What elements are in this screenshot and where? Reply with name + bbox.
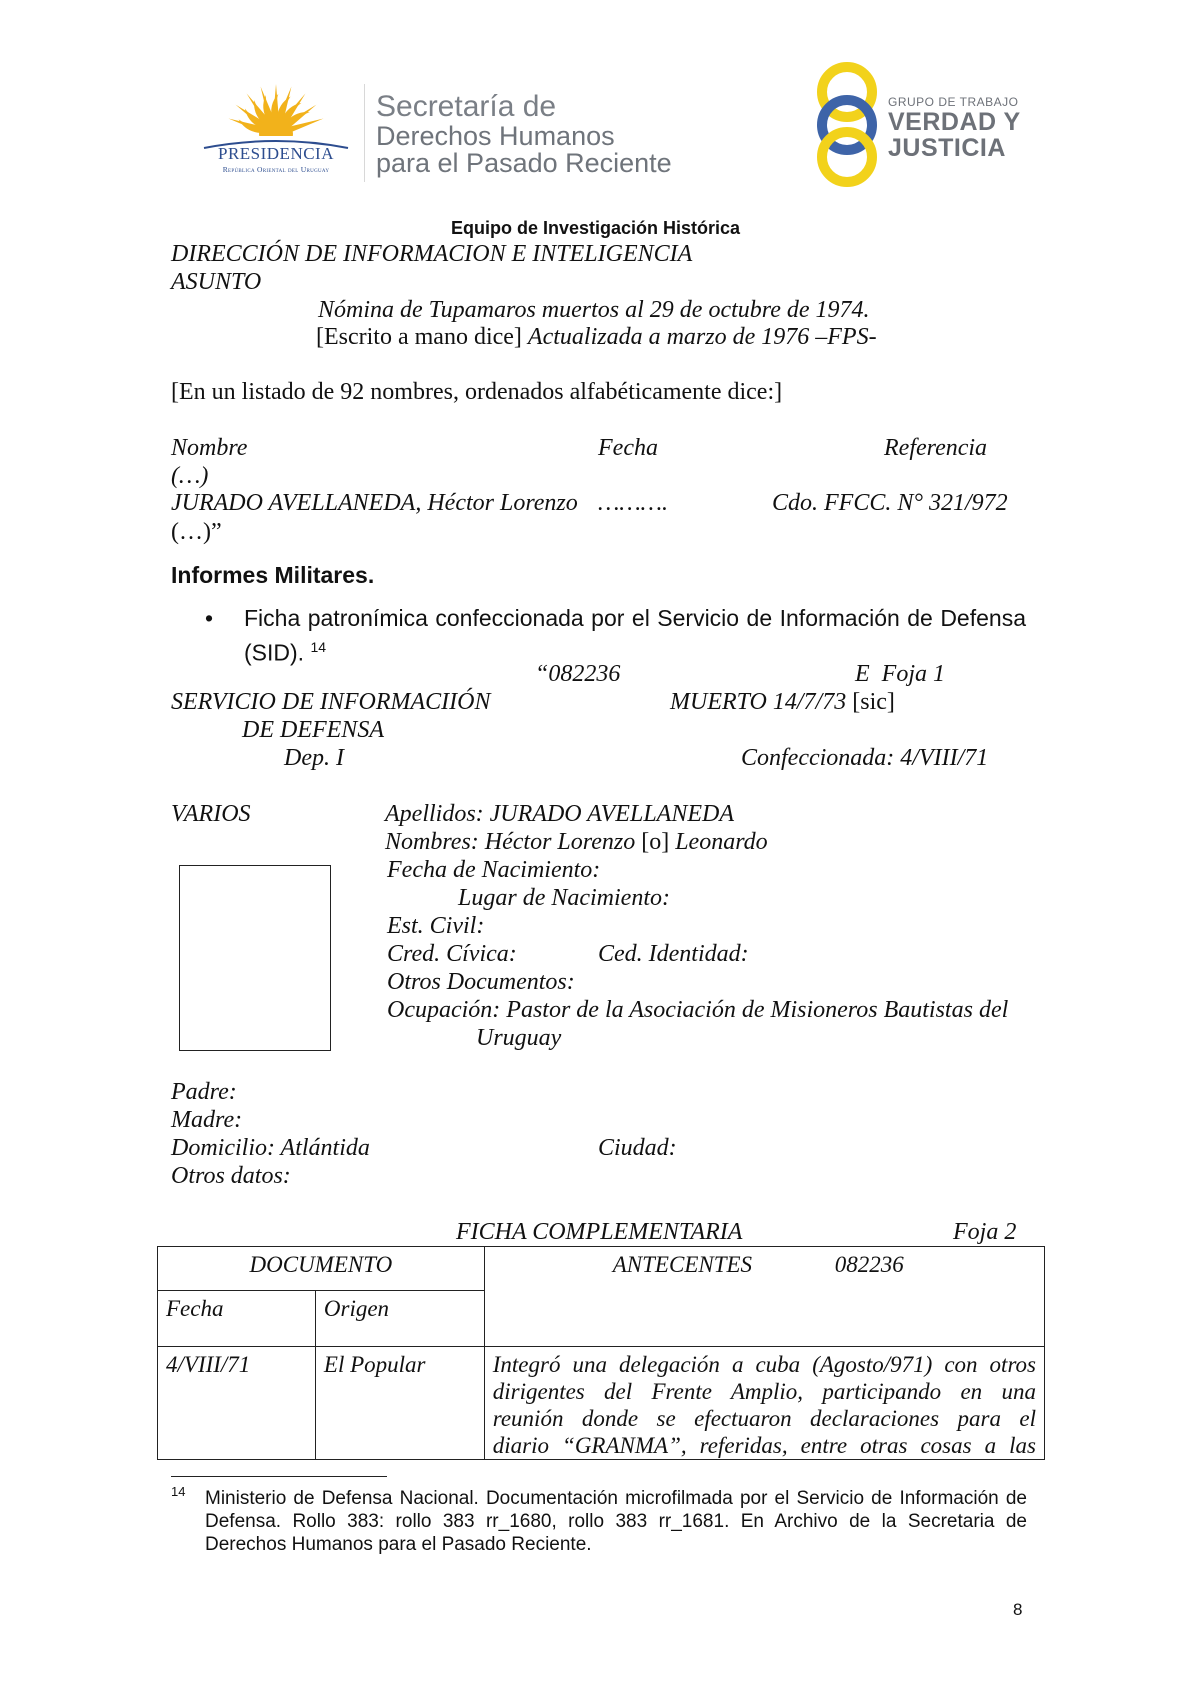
chain-rings-icon — [812, 62, 882, 187]
ocupacion-line1: Ocupación: Pastor de la Asociación de Misioneros Bautistas del — [387, 997, 1009, 1023]
grupo-logo — [812, 62, 1032, 187]
antecedentes-label: ANTECENTES — [612, 1252, 753, 1277]
listado-ellipsis-close: (…)” — [171, 519, 222, 545]
equipo-title: Equipo de Investigación Histórica — [450, 218, 741, 238]
row-text-line1: Integró una delegación a cuba (Agosto/971) con otros — [492, 1352, 1036, 1377]
antecedentes-number: 082236 — [834, 1252, 904, 1277]
table-header-row — [158, 1247, 1045, 1291]
row-antecedente-text — [485, 1347, 1044, 1459]
grupo-line2: VERDAD Y — [888, 108, 1021, 136]
page-number: 8 — [1013, 1600, 1023, 1619]
asunto-line1: Nómina de Tupamaros muertos al 29 de octubre de 1974. — [318, 297, 870, 323]
listado-intro: [En un listado de 92 nombres, ordenados alfabéticamente dice:] — [171, 379, 783, 405]
footnote-ref: 14 — [310, 639, 327, 655]
otros-datos: Otros datos: — [171, 1163, 291, 1189]
confeccionada-line: Confeccionada: 4/VIII/71 — [741, 745, 989, 771]
ocupacion-line2: Uruguay — [476, 1025, 562, 1051]
domicilio-line: Domicilio: Atlántida — [171, 1135, 370, 1161]
nombres-b: Leonardo — [675, 829, 768, 855]
row-origen-text: El Popular — [323, 1352, 426, 1377]
presidencia-subtitle: República Oriental del Uruguay — [222, 165, 330, 174]
nombres-o: [o] — [641, 829, 670, 855]
complementaria-foja: Foja 2 — [953, 1219, 1017, 1245]
grupo-line1: GRUPO DE TRABAJO — [888, 95, 1019, 109]
sun-icon — [196, 82, 356, 152]
listado-ellipsis-open: (…) — [171, 463, 209, 489]
col-referencia-header: Referencia — [884, 435, 988, 461]
photo-placeholder — [179, 865, 331, 1051]
grupo-line3: JUSTICIA — [888, 134, 1006, 162]
bullet-item — [244, 604, 1026, 668]
presidencia-logo — [196, 82, 356, 182]
row-text-line4: diario “GRANMA”, referidas, entre otras cosas a las — [492, 1433, 1036, 1458]
padre-line: Padre: — [171, 1079, 237, 1105]
direccion-line: DIRECCIÓN DE INFORMACION E INTELIGENCIA — [171, 241, 693, 267]
row-origen — [315, 1347, 484, 1460]
secretaria-line3: para el Pasado Reciente — [376, 148, 672, 178]
sic-note: [sic] — [852, 689, 895, 715]
asunto-line2 — [316, 323, 877, 351]
listado-row-fecha: ………. — [598, 490, 669, 516]
informes-heading: Informes Militares. — [171, 562, 375, 588]
servicio-line2: DE DEFENSA — [242, 717, 384, 743]
origen-header — [315, 1290, 484, 1346]
footnote-number: 14 — [171, 1484, 186, 1499]
footnote-text: Ministerio de Defensa Nacional. Documentación microfilmada por el Servicio de Información de Defensa. Rollo 383: rollo 383 rr_1680, rollo 383 rr_1681. En Archivo de la Secretaria de Derechos Humanos para el Pasado Reciente. — [205, 1488, 1027, 1555]
muerto-line — [670, 688, 895, 716]
antecedentes-header-inner — [485, 1247, 1044, 1346]
row-text-line2: dirigentes del Frente Amplio, participando en una — [492, 1379, 1036, 1404]
otros-documentos: Otros Documentos: — [387, 969, 575, 995]
listado-row-name: JURADO AVELLANEDA, Héctor Lorenzo — [171, 490, 578, 516]
footnote-separator — [171, 1476, 387, 1477]
row-text-line3: reunión donde se efectuaron declaraciones para el — [492, 1406, 1036, 1431]
ficha-number: “082236 — [535, 661, 621, 687]
fecha-header-text: Fecha — [166, 1295, 224, 1321]
secretaria-line1: Secretaría de — [376, 90, 557, 123]
est-civil: Est. Civil: — [387, 913, 485, 939]
documento-header — [158, 1247, 485, 1291]
ced-identidad: Ced. Identidad: — [598, 941, 749, 967]
secretaria-line2: Derechos Humanos — [376, 121, 615, 151]
cred-civica: Cred. Cívica: — [387, 941, 517, 967]
dep-line: Dep. I — [284, 745, 344, 771]
complementaria-table — [157, 1246, 1045, 1460]
asunto-label: ASUNTO — [171, 269, 262, 295]
varios-label: VARIOS — [171, 801, 251, 827]
origen-header-text: Origen — [323, 1295, 390, 1321]
complementaria-title: FICHA COMPLEMENTARIA — [456, 1219, 743, 1245]
antecedentes-header — [484, 1247, 1044, 1347]
apellidos-line: Apellidos: JURADO AVELLANEDA — [385, 801, 734, 827]
ficha-foja: E Foja 1 — [855, 661, 945, 687]
row-fecha-text: 4/VIII/71 — [166, 1352, 251, 1377]
nombres-line — [385, 828, 768, 856]
nombres-a: Nombres: Héctor Lorenzo — [385, 829, 636, 855]
row-fecha — [158, 1347, 316, 1460]
fecha-header — [158, 1290, 316, 1346]
divider-line — [364, 84, 365, 182]
col-fecha-header: Fecha — [598, 435, 658, 461]
bullet-dot: • — [205, 605, 214, 631]
bullet-text: Ficha patronímica confeccionada por el Servicio de Información de Defensa (SID). — [244, 605, 1026, 666]
presidencia-name: PRESIDENCIA — [217, 144, 334, 163]
asunto-handwritten-note: [Escrito a mano dice] — [316, 324, 522, 350]
col-nombre-header: Nombre — [171, 435, 248, 461]
lugar-nacimiento: Lugar de Nacimiento: — [458, 885, 670, 911]
fecha-nacimiento: Fecha de Nacimiento: — [387, 857, 601, 883]
documento-header-text: DOCUMENTO — [249, 1252, 393, 1277]
table-row — [158, 1347, 1045, 1460]
ciudad-line: Ciudad: — [598, 1135, 677, 1161]
servicio-line1: SERVICIO DE INFORMACIIÓN — [171, 689, 491, 715]
row-antecedente — [484, 1347, 1044, 1460]
listado-row-ref: Cdo. FFCC. N° 321/972 — [772, 490, 1008, 516]
muerto-date: MUERTO 14/7/73 — [670, 689, 847, 715]
madre-line: Madre: — [171, 1107, 243, 1133]
asunto-updated: Actualizada a marzo de 1976 –FPS- — [527, 324, 877, 350]
